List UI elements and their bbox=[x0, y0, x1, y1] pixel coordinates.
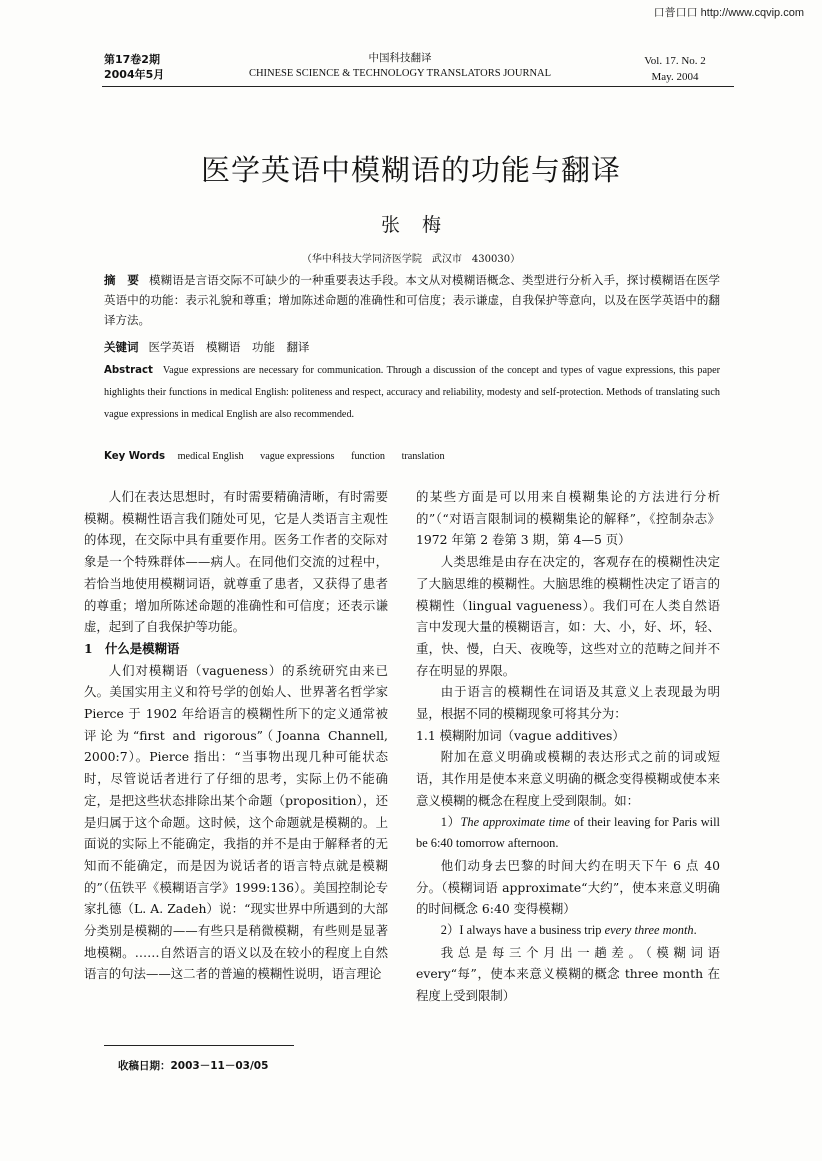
volume-issue-en: Vol. 17. No. 2 bbox=[644, 55, 706, 67]
keywords-cn bbox=[104, 337, 720, 357]
example-translation-cn: 他们动身去巴黎的时间大约在明天下午 6 点 40 分。（模糊词语 approximate“大约”，使本来意义明确的时间概念 6:40 变得模糊） bbox=[416, 857, 720, 917]
keywords-cn-text: 医学英语 模糊语 功能 翻译 bbox=[148, 340, 310, 354]
header-rule bbox=[102, 86, 734, 87]
body-paragraph: 由于语言的模糊性在词语及其意义上表现最为明显，根据不同的模糊现象可将其分为： bbox=[416, 684, 720, 722]
body-paragraph: 的某些方面是可以用来自模糊集论的方法进行分析的”（“对语言限制词的模糊集论的解释”，《控制杂志》1972 年第 2 卷第 3 期，第 4—5 页） bbox=[416, 489, 720, 548]
body-paragraph: 附加在意义明确或模糊的表达形式之前的词或短语，其作用是使本来意义明确的概念变得模糊或使本来意义模糊的概念在程度上受到限制。如： bbox=[416, 749, 720, 808]
example-sentence-en bbox=[416, 920, 720, 942]
example-translation-cn: 我总是每三个月出一趟差。（模糊词语 every“每”，使本来意义模糊的概念 three month 在程度上受到限制） bbox=[416, 944, 720, 1004]
example-number: 1） bbox=[440, 814, 461, 829]
body-column-right bbox=[416, 486, 720, 1007]
abstract-en-label: Abstract bbox=[104, 365, 153, 376]
abstract-en-text: Vague expressions are necessary for communication. Through a discussion of the concept and types of vague expressions, this paper highlights their functions in medical English: politeness and respect, accuracy and reliability, modesty and self-protection. Methods of translating such vague expressions in medical English are also recommended. bbox=[104, 365, 720, 420]
keyword-en-term: function bbox=[351, 451, 386, 462]
example-sentence-en bbox=[416, 812, 720, 855]
abstract-cn-label: 摘 要 bbox=[104, 273, 139, 287]
section-heading: 1 什么是模糊语 bbox=[84, 640, 180, 656]
example-text: . bbox=[693, 923, 697, 938]
keyword-en-term: medical English bbox=[177, 451, 244, 462]
example-emphasis: every three month bbox=[604, 923, 694, 938]
journal-issue-en bbox=[620, 53, 730, 85]
author-affiliation: （华中科技大学同济医学院 武汉市 430030） bbox=[301, 254, 521, 265]
article-title: 医学英语中模糊语的功能与翻译 bbox=[200, 153, 621, 187]
keywords-en bbox=[104, 448, 720, 466]
journal-name bbox=[210, 50, 590, 82]
journal-name-cn: 中国科技翻译 bbox=[368, 52, 432, 64]
body-paragraph: 人类思维是由存在决定的，客观存在的模糊性决定了大脑思维的模糊性。大脑思维的模糊性决定了语言的模糊性（lingual vagueness）。我们可在人类自然语言中发现大量的模糊语言，如：大、小，好、坏，轻、重，快、慢，白天、夜晚等，这些对立的范畴之间并不存在明显的界限。 bbox=[416, 554, 720, 678]
received-date-footnote: 收稿日期：2003－11－03/05 bbox=[118, 1060, 269, 1072]
journal-name-en: CHINESE SCIENCE & TECHNOLOGY TRANSLATORS JOURNAL bbox=[248, 68, 552, 79]
example-text: I always have a business trip bbox=[459, 923, 605, 938]
keyword-en-term: vague expressions bbox=[260, 451, 335, 462]
abstract-cn-text: 模糊语是言语交际不可缺少的一种重要表达手段。本文从对模糊语概念、类型进行分析入手，探讨模糊语在医学英语中的功能：表示礼貌和尊重；增加陈述命题的准确性和可信度；表示谦虚，自我保护等意向，以及在医学英语中的翻译方法。 bbox=[104, 273, 721, 327]
author-name: 张梅 bbox=[380, 214, 463, 236]
example-emphasis: The approximate time bbox=[460, 814, 570, 829]
body-paragraph: 人们对模糊语（vagueness）的系统研究由来已久。美国实用主义和符号学的创始人、世界著名哲学家 Pierce 于 1902 年给语言的模糊性所下的定义通常被评论为“first and rigorous”（Joanna Channell, 2000:7）。Pierce 指出：“当事物出现几种可能状态时，尽管说话者进行了仔细的思考，实际上仍不能确定，是把这些状态排除出某个命题（proposition），还是归属于这个命题。这时候，这个命题就是模糊的。上面说的实际上不能确定，我指的并不是由于解释者的无知而不能确定，而是因为说话者的语言特点就是模糊的”（伍铁平《模糊语言学》1999:136）。美国控制论专家扎德（L. A. Zadeh）说：“现实世界中所遇到的大部分类别是模糊的——有些只是稍微模糊，有些则是显著地模糊。……自然语言的语义以及在较小的程度上自然语言的句法——这二者的普遍的模糊性说明，语言理论 bbox=[84, 662, 388, 982]
keywords-cn-label: 关键词 bbox=[104, 340, 139, 354]
example-number: 2） bbox=[440, 923, 460, 938]
footnote-rule bbox=[104, 1045, 294, 1046]
body-paragraph: 人们在表达思想时，有时需要精确清晰，有时需要模糊。模糊性语言我们随处可见，它是人类语言主观性的体现，在交际中具有重要作用。医务工作者的交际对象是一个特殊群体——病人。在同他们交流的过程中，若恰当地使用模糊词语，就尊重了患者，又获得了患者的尊重；增加所陈述命题的准确性和可信度；还表示谦虚，起到了自我保护等功能。 bbox=[84, 489, 388, 635]
subsection-heading: 1.1 模糊附加词（vague additives） bbox=[416, 727, 625, 743]
keywords-en-label: Key Words bbox=[104, 451, 166, 462]
source-watermark: 口普口口 http://www.cqvip.com bbox=[653, 7, 804, 19]
example-text: of their leaving for Paris will be 6:40 tomorrow afternoon. bbox=[416, 814, 720, 851]
abstract-cn bbox=[104, 270, 720, 330]
date-en: May. 2004 bbox=[651, 71, 699, 83]
date-cn: 2004年5月 bbox=[104, 68, 165, 81]
body-column-left bbox=[84, 486, 388, 985]
journal-issue-cn bbox=[104, 52, 164, 82]
abstract-en bbox=[104, 360, 720, 426]
keyword-en-term: translation bbox=[401, 451, 445, 462]
volume-issue-cn: 第17卷2期 bbox=[104, 53, 160, 66]
